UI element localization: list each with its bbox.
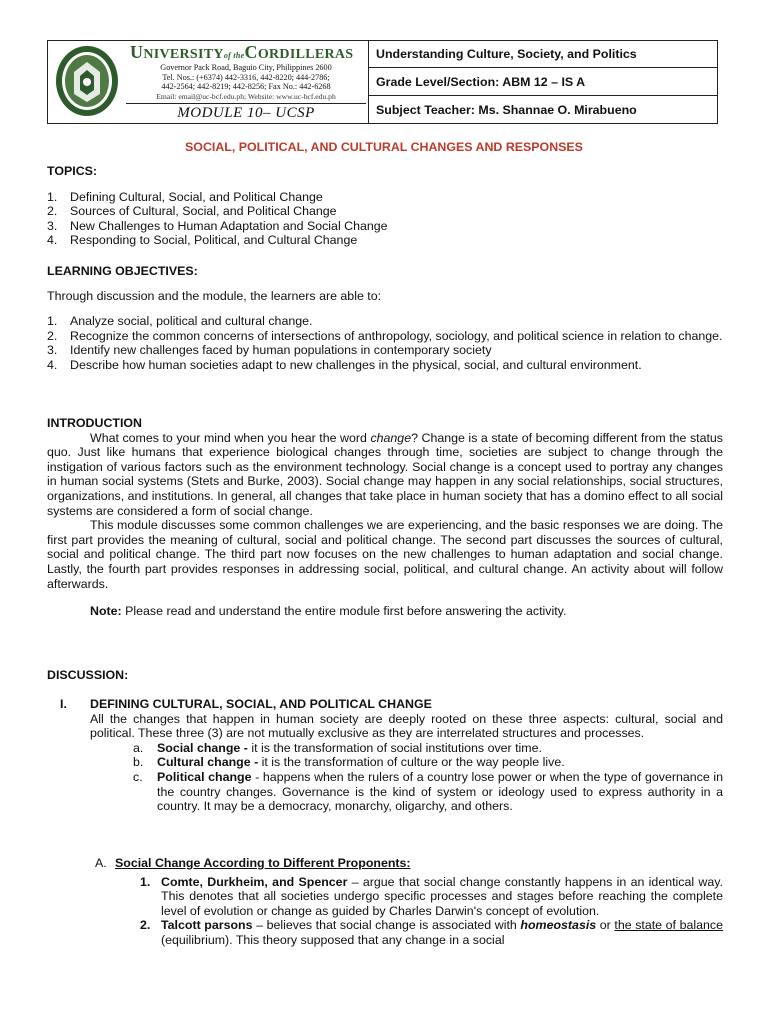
logo-cell	[48, 41, 369, 123]
introduction-heading: INTRODUCTION	[47, 416, 142, 430]
list-item: b. Cultural change - it is the transformation of culture or the way people live.	[133, 755, 565, 770]
topics-heading: TOPICS:	[47, 164, 98, 178]
introduction-paragraph-1: What comes to your mind when you hear the word change? Change is a state of becoming different from the status quo. Just like humans that experience biological changes through time, societies are subject to change through the instigation of various factors such as the environment technology. Social change is a concept used to portray any changes in human social systems (Stets and Burke, 2003). Social change may happen in any social relationships, social structures, organizations, and institutions. In general, all changes that take place in human society that has a domino effect to all social systems are considered a form of social change.	[47, 430, 723, 518]
subject-teacher: Subject Teacher: Ms. Shannae O. Mirabueno	[376, 103, 637, 117]
university-email: Email: email@uc-bcf.edu.ph; Website: www.uc-bcf.edu.ph	[156, 91, 336, 101]
subsection-a-heading: A. Social Change According to Different Proponents:	[95, 856, 411, 870]
objectives-list	[47, 314, 723, 372]
topics-list	[47, 190, 723, 248]
list-item: a. Social change - it is the transformation of social institutions over time.	[133, 740, 542, 755]
list-item: 1. Defining Cultural, Social, and Political Change	[47, 189, 323, 204]
section-1-heading: I. DEFINING CULTURAL, SOCIAL, AND POLITICAL CHANGE	[60, 697, 432, 711]
definitions-list	[47, 741, 723, 814]
discussion-section	[47, 668, 723, 683]
objectives-section	[47, 264, 723, 373]
subsection-a	[47, 856, 723, 948]
introduction-paragraph-2: This module discusses some common challenges we are experiencing, and the basic responses we are doing. The first part provides the meaning of cultural, social and political change. The second part discusses the sources of cultural, social and political change. The third part now focuses on the new challenges to human adaptation and social change. Lastly, the fourth part provides responses in addressing social, political, and cultural change. An activity about will follow afterwards.	[47, 518, 723, 591]
header-table	[47, 40, 718, 124]
list-item: 4. Describe how human societies adapt to new challenges in the physical, social, and cultural environment.	[47, 357, 642, 372]
list-item: 4. Responding to Social, Political, and Cultural Change	[47, 233, 358, 248]
topics-section	[47, 164, 723, 248]
list-item: 2. Recognize the common concerns of intersections of anthropology, sociology, and political science in relation to change.	[47, 328, 723, 343]
university-tel-1: Tel. Nos.: (+6374) 442-3316, 442-8220; 444-2786;	[162, 72, 330, 82]
introduction-note: Note: Please read and understand the entire module first before answering the activity.	[90, 604, 567, 619]
section-1-intro: All the changes that happen in human society are deeply rooted on these three aspects: cultural, social and political. These three (3) are not mutually exclusive as they are interrelated structures and processes.	[90, 711, 723, 741]
objectives-intro: Through discussion and the module, the learners are able to:	[47, 288, 382, 303]
list-item: 2. Talcott parsons – believes that social change is associated with homeostasis or the state of balance (equilibrium). This theory supposed that any change in a social	[140, 918, 723, 947]
university-name: UNIVERSITYof theCORDILLERAS	[130, 42, 354, 62]
university-tel-2: 442-2564; 442-8219; 442-8256; Fax No.: 442-6268	[161, 82, 331, 91]
subject-name: Understanding Culture, Society, and Politics	[368, 41, 718, 68]
module-title: MODULE 10– UCSP	[177, 105, 315, 121]
list-item: 2. Sources of Cultural, Social, and Political Change	[47, 204, 337, 219]
list-item: c. Political change - happens when the rulers of a country lose power or when the type of governance in the country changes. Governance is the kind of system or ideology used to express authority in a country. It may be a democracy, monarchy, oligarchy, and others.	[133, 769, 723, 814]
list-item: 3. Identify new challenges faced by human populations in contemporary society	[47, 343, 492, 358]
proponents-list	[47, 875, 723, 948]
page-title: SOCIAL, POLITICAL, AND CULTURAL CHANGES AND RESPONSES	[185, 140, 583, 154]
university-address: Governor Pack Road, Baguio City, Philippines 2600	[160, 63, 332, 72]
list-item: 1. Analyze social, political and cultural change.	[47, 314, 313, 329]
objectives-heading: LEARNING OBJECTIVES:	[47, 264, 198, 278]
list-item: 1. Comte, Durkheim, and Spencer – argue that social change constantly happens in an identical way. This denotes that all societies undergo specific processes and stages before reaching the complete level of evolution or change as guided by Charles Darwin's concept of evolution.	[140, 874, 723, 918]
grade-section: Grade Level/Section: ABM 12 – IS A	[368, 69, 718, 96]
discussion-heading: DISCUSSION:	[47, 668, 129, 682]
section-1	[47, 697, 723, 814]
introduction-section	[47, 416, 723, 619]
university-block	[126, 42, 366, 104]
university-seal-icon	[54, 44, 120, 118]
list-item: 3. New Challenges to Human Adaptation and Social Change	[47, 218, 388, 233]
